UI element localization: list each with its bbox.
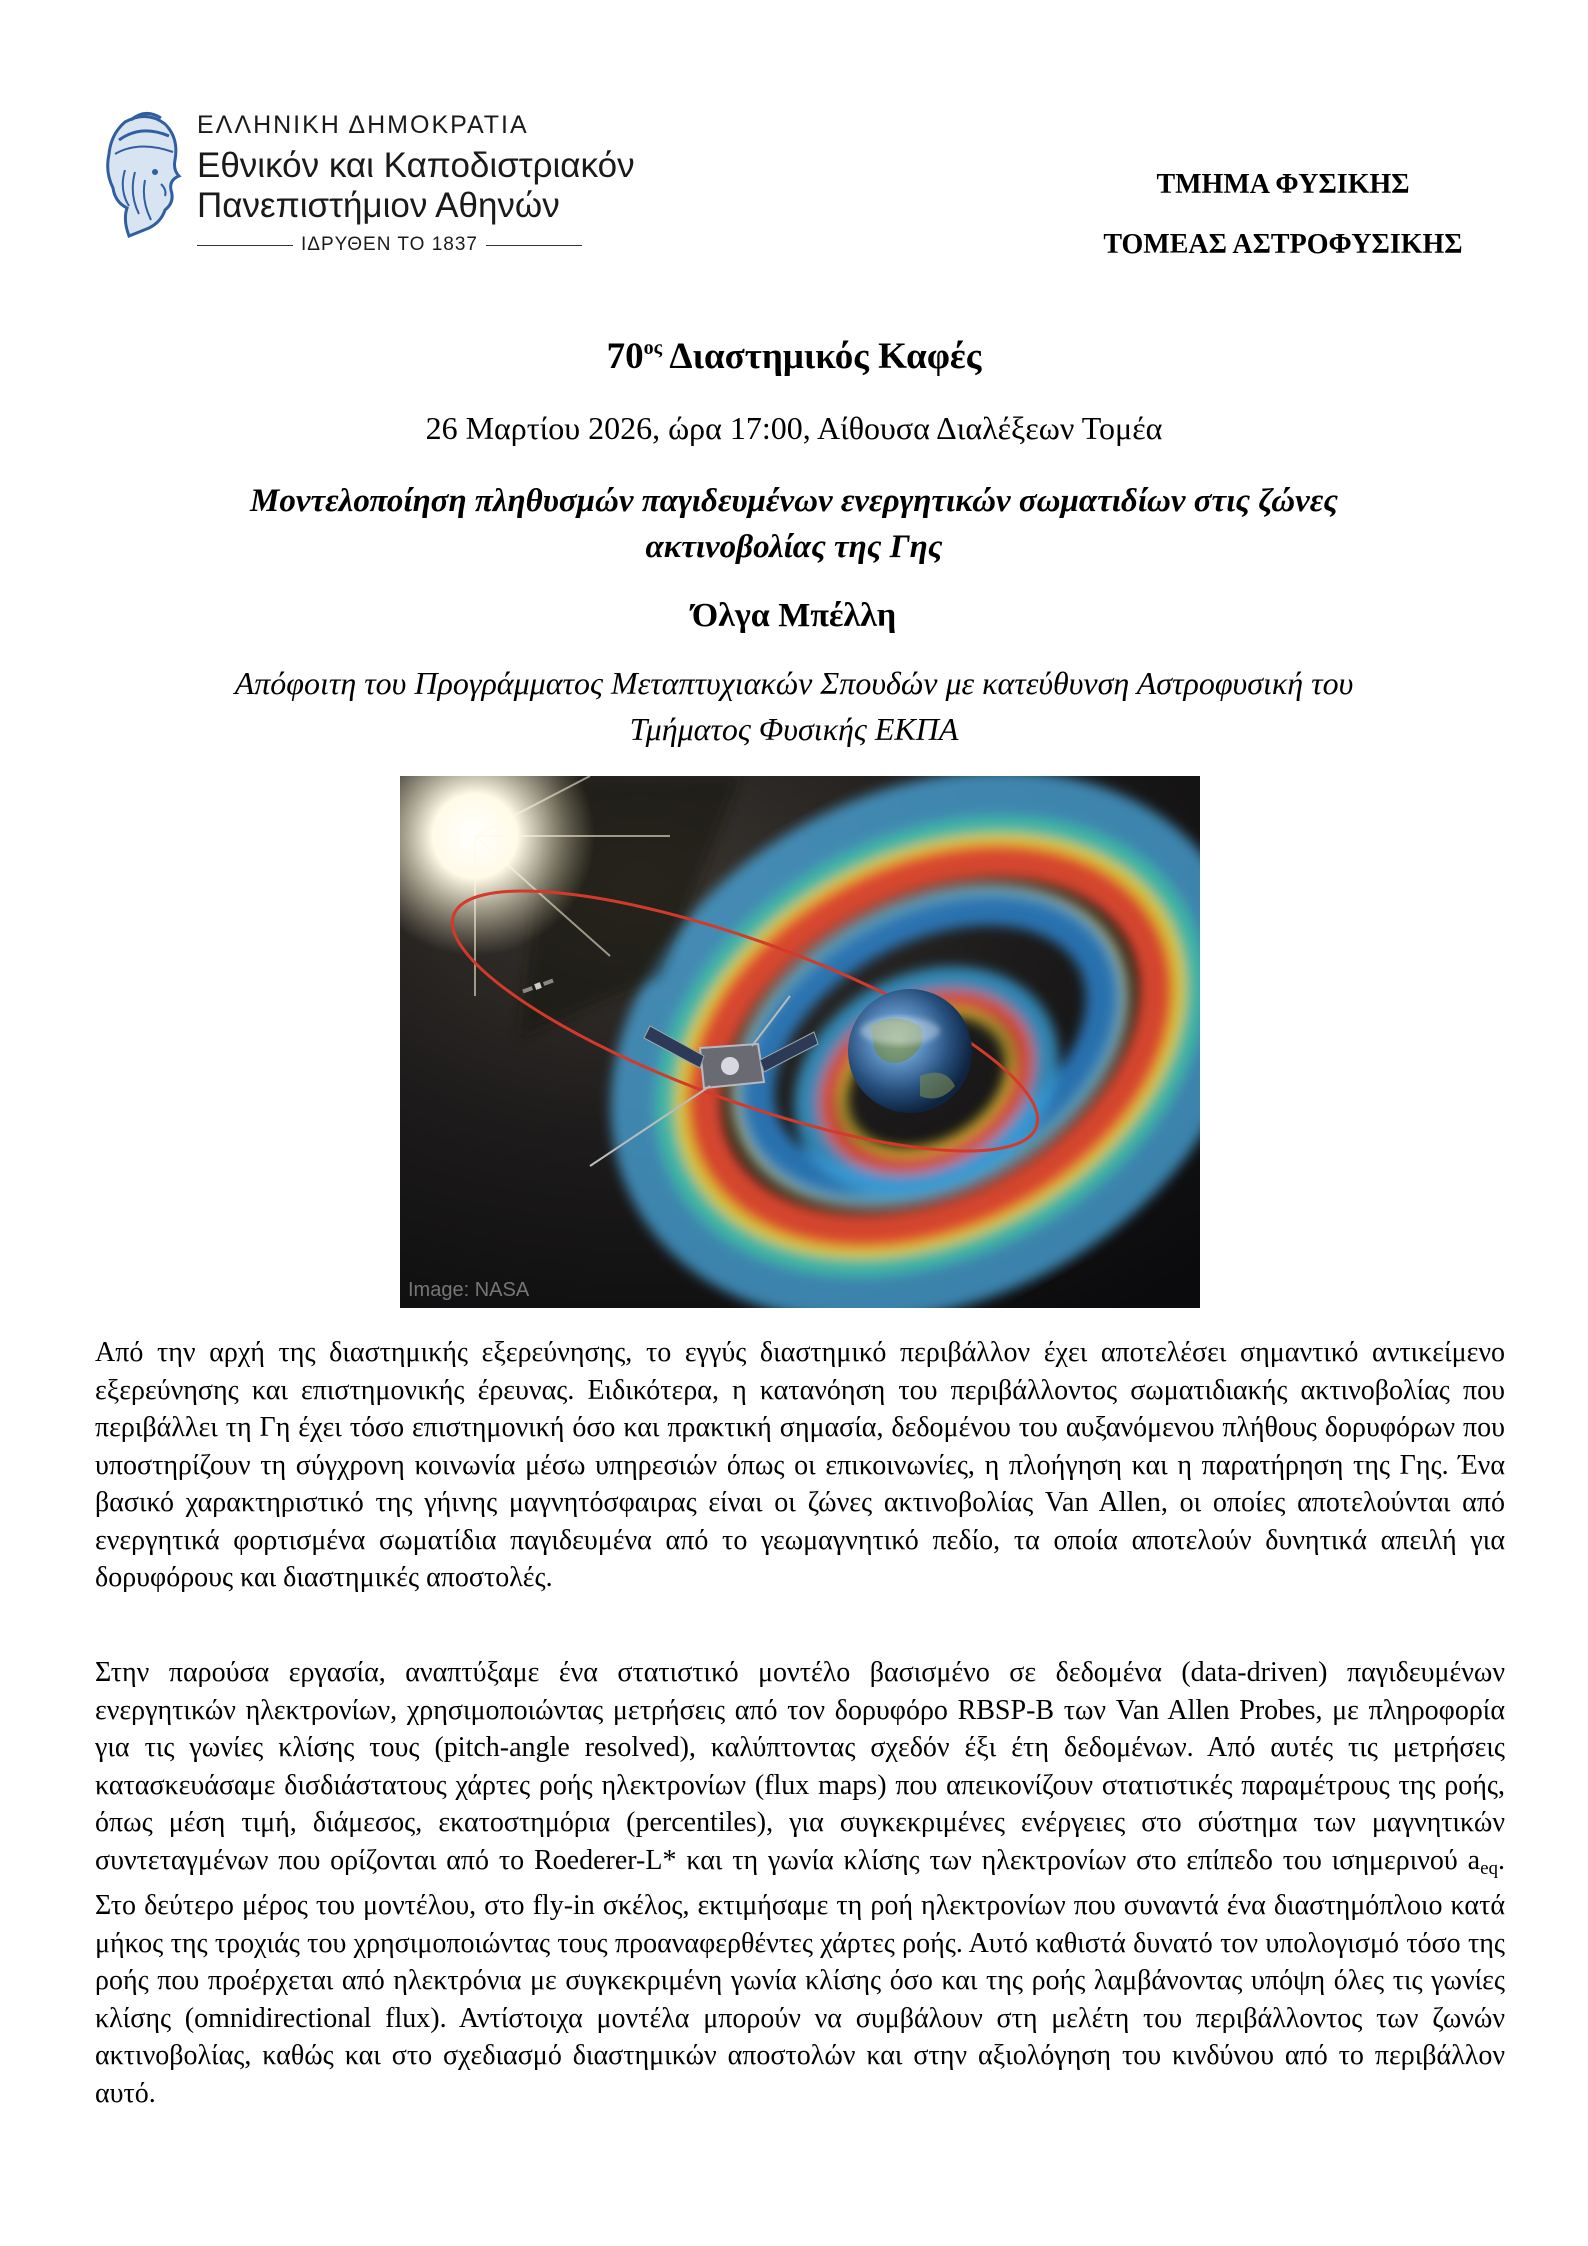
image-credit: Image: NASA <box>408 1279 530 1301</box>
talk-title <box>90 478 1498 570</box>
event-datetime: 26 Μαρτίου 2026, ώρα 17:00, Αίθουσα Διαλέξεων Τομέα <box>425 410 1163 446</box>
paragraph-2-part2: . Στο δεύτερο μέρος του μοντέλου, στο fly-in σκέλος, εκτιμήσαμε τη ροή ηλεκτρονίων που συναντά ένα διαστημόπλοιο κατά μήκος της τροχιάς του χρησιμοποιώντας τους προαναφερθέντες χάρτες ροής. Αυτό καθιστά δυνατό τον υπολογισμό τόσο της ροής που προέρχεται από ηλεκτρόνια με συγκεκριμένη γωνία κλίσης όσο και της ροής λαμβάνοντας υπόψη όλες τις γωνίες κλίσης (omnidirectional flux). Αντίστοιχα μοντέλα μπορούν να συμβάλουν στη μελέτη του περιβάλλοντος των ζωνών ακτινοβολίας, καθώς και στο σχεδιασμό διαστημικών αποστολών και στην αξιολόγηση του κινδύνου από το περιβάλλον αυτό. <box>95 1844 1505 2109</box>
event-number: 70 <box>606 336 644 377</box>
body-paragraph-1 <box>95 1334 1505 1597</box>
department-block <box>1073 155 1493 275</box>
athena-logo-icon <box>95 110 187 242</box>
founded-rule-left <box>197 245 293 246</box>
talk-title-line2: ακτινοβολίας της Γης <box>645 529 943 565</box>
university-name-line2: Πανεπιστήμιον Αθηνών <box>197 186 560 225</box>
event-name: Διαστημικός Καφές <box>669 336 982 377</box>
van-allen-belts-image <box>400 776 1200 1308</box>
founded-rule-right <box>486 245 582 246</box>
event-number-suffix: ος <box>643 337 663 359</box>
speaker-name: Όλγα Μπέλλη <box>691 597 897 634</box>
paragraph-2-subscript: eq <box>1480 1857 1498 1879</box>
country-name: ΕΛΛΗΝΙΚΗ ΔΗΜΟΚΡΑΤΙΑ <box>197 111 529 139</box>
university-name-line1: Εθνικόν και Καποδιστριακόν <box>197 146 635 185</box>
body-paragraph-2 <box>95 1654 1505 2112</box>
paragraph-1-text: Από την αρχή της διαστημικής εξερεύνησης, το εγγύς διαστημικό περιβάλλον έχει αποτελέσει σημαντικό αντικείμενο εξερεύνησης και επιστημονικής έρευνας. Ειδικότερα, η κατανόηση του περιβάλλοντος σωματιδιακής ακτινοβολίας που περιβάλλει τη Γη έχει τόσο επιστημονική όσο και πρακτική σημασία, δεδομένου του αυξανόμενου πλήθους δορυφόρων που υποστηρίζουν τη σύγχρονη κοινωνία μέσω υπηρεσιών όπως οι επικοινωνίες, η πλοήγηση και η παρατήρηση της Γης. Ένα βασικό χαρακτηριστικό της γήινης μαγνητόσφαιρας είναι οι ζώνες ακτινοβολίας Van Allen, οι οποίες αποτελούνται από ενεργητικά φορτισμένα σωματίδια παγιδευμένα από το γεωμαγνητικό πεδίο, τα οποία αποτελούν δυνητικά απειλή για δορυφόρους και διαστημικές αποστολές. <box>95 1337 1505 1593</box>
event-title <box>90 335 1498 378</box>
section-name: ΤΟΜΕΑΣ ΑΣΤΡΟΦΥΣΙΚΗΣ <box>1103 229 1463 260</box>
founded-line <box>197 234 582 256</box>
talk-title-line1: Μοντελοποίηση πληθυσμών παγιδευμένων ενεργητικών σωματιδίων στις ζώνες <box>250 483 1338 519</box>
department-name: ΤΜΗΜΑ ΦΥΣΙΚΗΣ <box>1156 169 1410 200</box>
affiliation-line1: Απόφοιτη του Προγράμματος Μεταπτυχιακών Σπουδών με κατεύθυνση Αστροφυσική του <box>234 665 1354 701</box>
speaker-affiliation <box>90 660 1498 752</box>
paragraph-2-part1: Στην παρούσα εργασία, αναπτύξαμε ένα στατιστικό μοντέλο βασισμένο σε δεδομένα (data-driven) παγιδευμένων ενεργητικών ηλεκτρονίων, χρησιμοποιώντας μετρήσεις από τον δορυφόρο RBSP-B των Van Allen Probes, με πληροφορία για τις γωνίες κλίσης τους (pitch-angle resolved), καλύπτοντας σχεδόν έξι έτη δεδομένων. Από αυτές τις μετρήσεις κατασκευάσαμε δισδιάστατους χάρτες ροής ηλεκτρονίων (flux maps) που απεικονίζουν στατιστικές παραμέτρους της ροής, όπως μέση τιμή, διάμεσος, εκατοστημόρια (percentiles), για συγκεκριμένες ενέργειες στο σύστημα των μαγνητικών συντεταγμένων που ορίζονται από το Roederer-L* και τη γωνία κλίσης των ηλεκτρονίων στο επίπεδο του ισημερινού a <box>95 1657 1505 1876</box>
paragraph-2-text <box>95 1654 1505 2112</box>
affiliation-line2: Τμήματος Φυσικής ΕΚΠΑ <box>629 711 959 747</box>
founded-text: ΙΔΡΥΘΕΝ ΤΟ 1837 <box>301 234 478 255</box>
university-block <box>197 110 697 256</box>
